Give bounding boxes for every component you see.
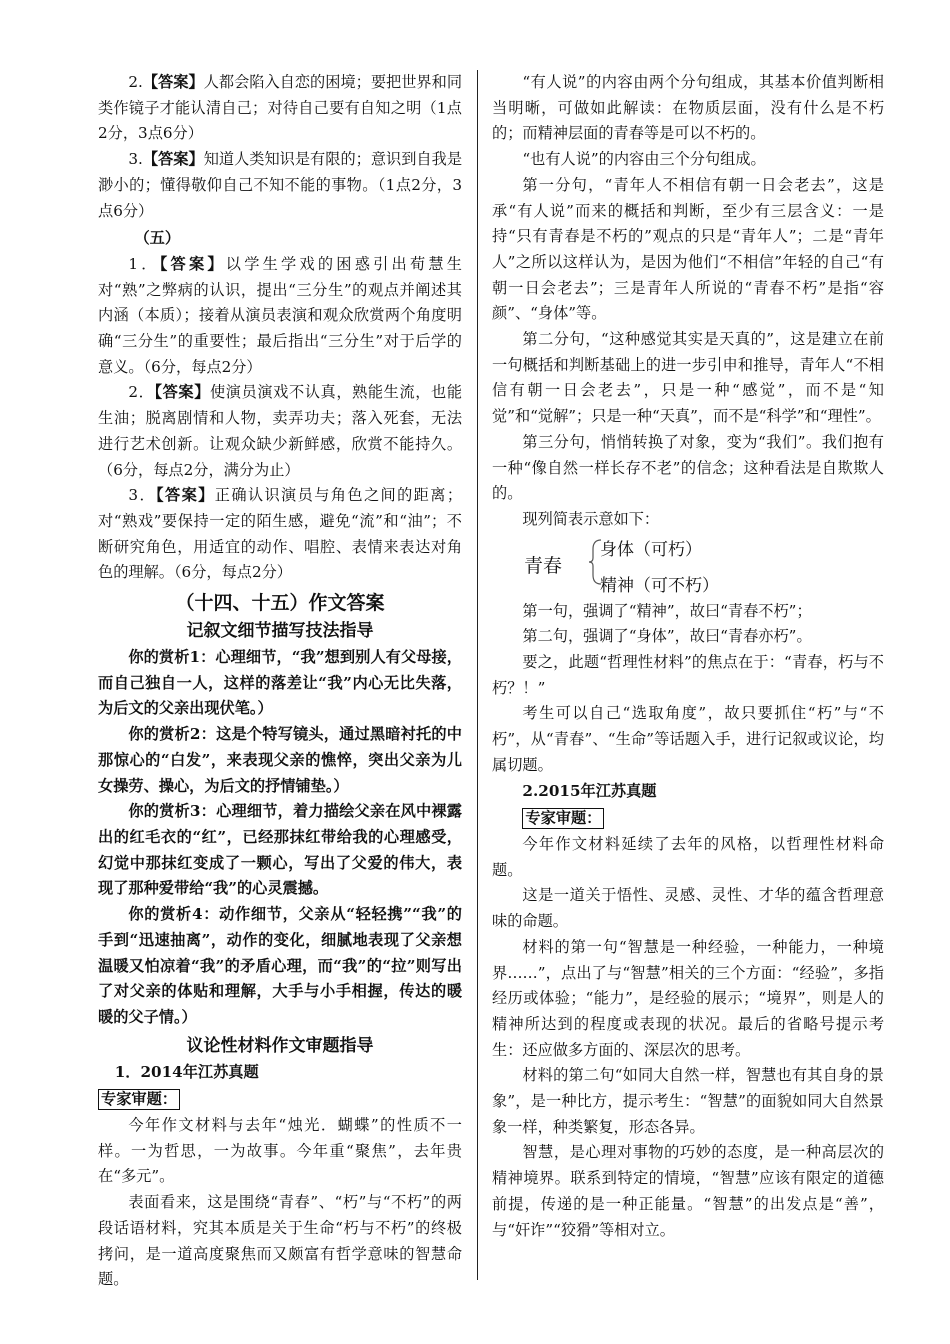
review-para-6: 第二分句，“这种感觉其实是天真的”，这是建立在前一句概括和判断基础上的进一步引申和推导，青年人“不相信有朝一日会老去”，只是一种“感觉”，而不是“知觉”和“觉解”；只是一种“天真”，而不是“科学”和“理性”。 (492, 330, 884, 426)
diagram-bottom-label: 精神（可不朽） (600, 575, 719, 596)
review-para-10: 第二句，强调了“身体”，故曰“青春亦朽”。 (522, 627, 812, 646)
answer-text: 正确认识演员与角色之间的距离；对“熟戏”要保持一定的陌生感，避免“流”和“油”；不断研究角色，用适宜的动作、唱腔、表情来表达对角色的理解。（6分，每点2分） (98, 486, 463, 582)
answer-5-3 (98, 483, 462, 586)
composition-answers-title: （十四、十五）作文答案 (175, 592, 385, 615)
column-divider (477, 70, 478, 1280)
review-para-12: 考生可以自己“选取角度”，故只要抓住“朽”与“不朽”，从“青春”、“生命”等话题入手，进行记叙或议论，均属切题。 (492, 704, 884, 774)
answer-tag: 【答案】 (156, 486, 215, 505)
answer-5-1 (98, 252, 462, 381)
item-number: 2． (128, 383, 155, 402)
review-para-13: 今年作文材料延续了去年的风格，以哲理性材料命题。 (492, 834, 884, 879)
diagram-root-label: 青春 (524, 554, 563, 577)
right-column (492, 70, 884, 1243)
jiangsu-2014-heading: 1．2014年江苏真题 (114, 1062, 259, 1081)
answer-tag: 【答案】 (159, 254, 226, 273)
diagram-top-label: 身体（可朽） (600, 539, 702, 560)
answer-2 (98, 70, 462, 147)
item-number: 2. (128, 73, 143, 91)
argument-guide-title: 议论性材料作文审题指导 (186, 1035, 374, 1056)
narrative-guide-title: 记叙文细节描写技法指导 (186, 621, 374, 642)
section-five-heading: （五） (134, 229, 181, 248)
answer-tag: 【答案】 (142, 73, 204, 91)
answer-text: 以学生学戏的困惑引出荀慧生对“熟”之弊病的认识，提出“三分生”的观点并阐述其内涵（本质）；接着从演员表演和观众欣赏两个角度明确“三分生”的重要性；最后指出“三分生”对于后学的意义。（6分，每点2分） (98, 254, 462, 376)
answer-tag: 【答案】 (142, 150, 204, 169)
youth-diagram (492, 533, 884, 597)
item-number: 3． (128, 486, 157, 505)
review-para-17: 智慧，是心理对事物的巧妙的态度，是一种高层次的精神境界。联系到特定的情境，“智慧”应该有限定的道德前提，传递的是一种正能量。“智慧”的出发点是“善”，与“奸诈”“狡猾”等相对立。 (492, 1143, 884, 1239)
item-number: 1． (128, 254, 160, 273)
answer-text: 使演员演戏不认真，熟能生流，也能生油；脱离剧情和人物，卖弄功夫；落入死套，无法进行艺术创新。让观众缺少新鲜感，欣赏不能持久。（6分，每点2分，满分为止） (98, 383, 463, 479)
review-para-1: 今年作文材料与去年“烛光．蝴蝶”的性质不一样。一为哲思，一为故事。今年重“聚焦”，去年贵在“多元”。 (98, 1116, 462, 1186)
appreciation-1: 你的赏析1：心理细节，“我”想到别人有父母接，而自己独自一人，这样的落差让“我”内心无比失落，为后文的父亲出现伏笔。） (98, 648, 462, 718)
left-column (98, 70, 462, 1293)
review-para-15: 材料的第一句“智慧是一种经验，一种能力，一种境界……”，点出了与“智慧”相关的三个方面：“经验”，多指经历或体验；“能力”，是经验的展示；“境界”，则是人的精神所达到的程度或表现的状况。最后的省略号提示考生：还应做多方面的、深层次的思考。 (492, 937, 884, 1059)
expert-review-label: 专家审题： (98, 1089, 180, 1110)
review-para-3: “有人说”的内容由两个分句组成，其基本价值判断相当明晰，可做如此解读：在物质层面，没有什么是不朽的；而精神层面的青春等是可以不朽的。 (492, 73, 884, 143)
answer-3 (98, 147, 462, 224)
answer-text: 人都会陷入自恋的困境；要把世界和同类作镜子才能认清自己；对待自己要有自知之明（1点2分，3点6分） (98, 73, 463, 143)
answer-5-2 (98, 380, 462, 483)
review-para-9: 第一句，强调了“精神”，故曰“青春不朽”； (522, 601, 812, 620)
review-para-4: “也有人说”的内容由三个分句组成。 (522, 150, 766, 169)
appreciation-2: 你的赏析2：这是个特写镜头，通过黑暗衬托的中那惊心的“白发”，来表现父亲的憔悴，突出父亲为儿女操劳、操心，为后文的抒情铺垫。） (98, 725, 462, 795)
answer-tag: 【答案】 (154, 383, 211, 402)
expert-review-label: 专家审题： (522, 808, 604, 829)
review-para-14: 这是一道关于悟性、灵感、灵性、才华的蕴含哲理意味的命题。 (492, 886, 884, 931)
answer-text: 知道人类知识是有限的；意识到自我是渺小的；懂得敬仰自己不知不能的事物。（1点2分，3点6分） (98, 150, 463, 220)
appreciation-4: 你的赏析4：动作细节，父亲从“轻轻携”“我”的手到“迅速抽离”，动作的变化，细腻地表现了父亲想温暖又怕凉着“我”的矛盾心理，而“我”的“拉”则写出了对父亲的体贴和理解，大手与小手相握，传达的暖暖的父子情。） (98, 905, 462, 1026)
review-para-5: 第一分句，“青年人不相信有朝一日会老去”，这是承“有人说”而来的概括和判断，至少有三层含义：一是持“只有青春是不朽的”观点的只是“青年人”；二是“青年人”之所以这样认为，是因为他们“不相信”年轻的自己“有朝一日会老去”；三是青年人所说的“青春不朽”是指“容颜”、“身体”等。 (492, 175, 884, 323)
review-para-7: 第三分句，悄悄转换了对象，变为“我们”。我们抱有一种“像自然一样长存不老”的信念；这种看法是自欺欺人的。 (492, 432, 884, 503)
review-para-2: 表面看来，这是围绕“青春”、“朽”与“不朽”的两段话语材料，究其本质是关于生命“朽与不朽”的终极拷问，是一道高度聚焦而又颇富有哲学意味的智慧命题。 (98, 1193, 462, 1289)
jiangsu-2015-heading: 2.2015年江苏真题 (522, 781, 657, 800)
review-para-11: 要之，此题“哲理性材料”的焦点在于：“青春，朽与不朽？！” (492, 653, 884, 697)
review-para-16: 材料的第二句“如同大自然一样，智慧也有其自身的景象”，是一种比方，提示考生：“智慧”的面貌如同大自然景象一样，种类繁复，形态各异。 (492, 1066, 884, 1136)
appreciation-3: 你的赏析3：心理细节，着力描绘父亲在风中裸露出的红毛衣的“红”，已经那抹红带给我的心理感受，幻觉中那抹红变成了一颗心，写出了父爱的伟大，表现了那种爱带给“我”的心灵震撼。 (98, 802, 462, 898)
review-para-8: 现列简表示意如下： (522, 509, 660, 528)
item-number: 3. (128, 150, 143, 169)
